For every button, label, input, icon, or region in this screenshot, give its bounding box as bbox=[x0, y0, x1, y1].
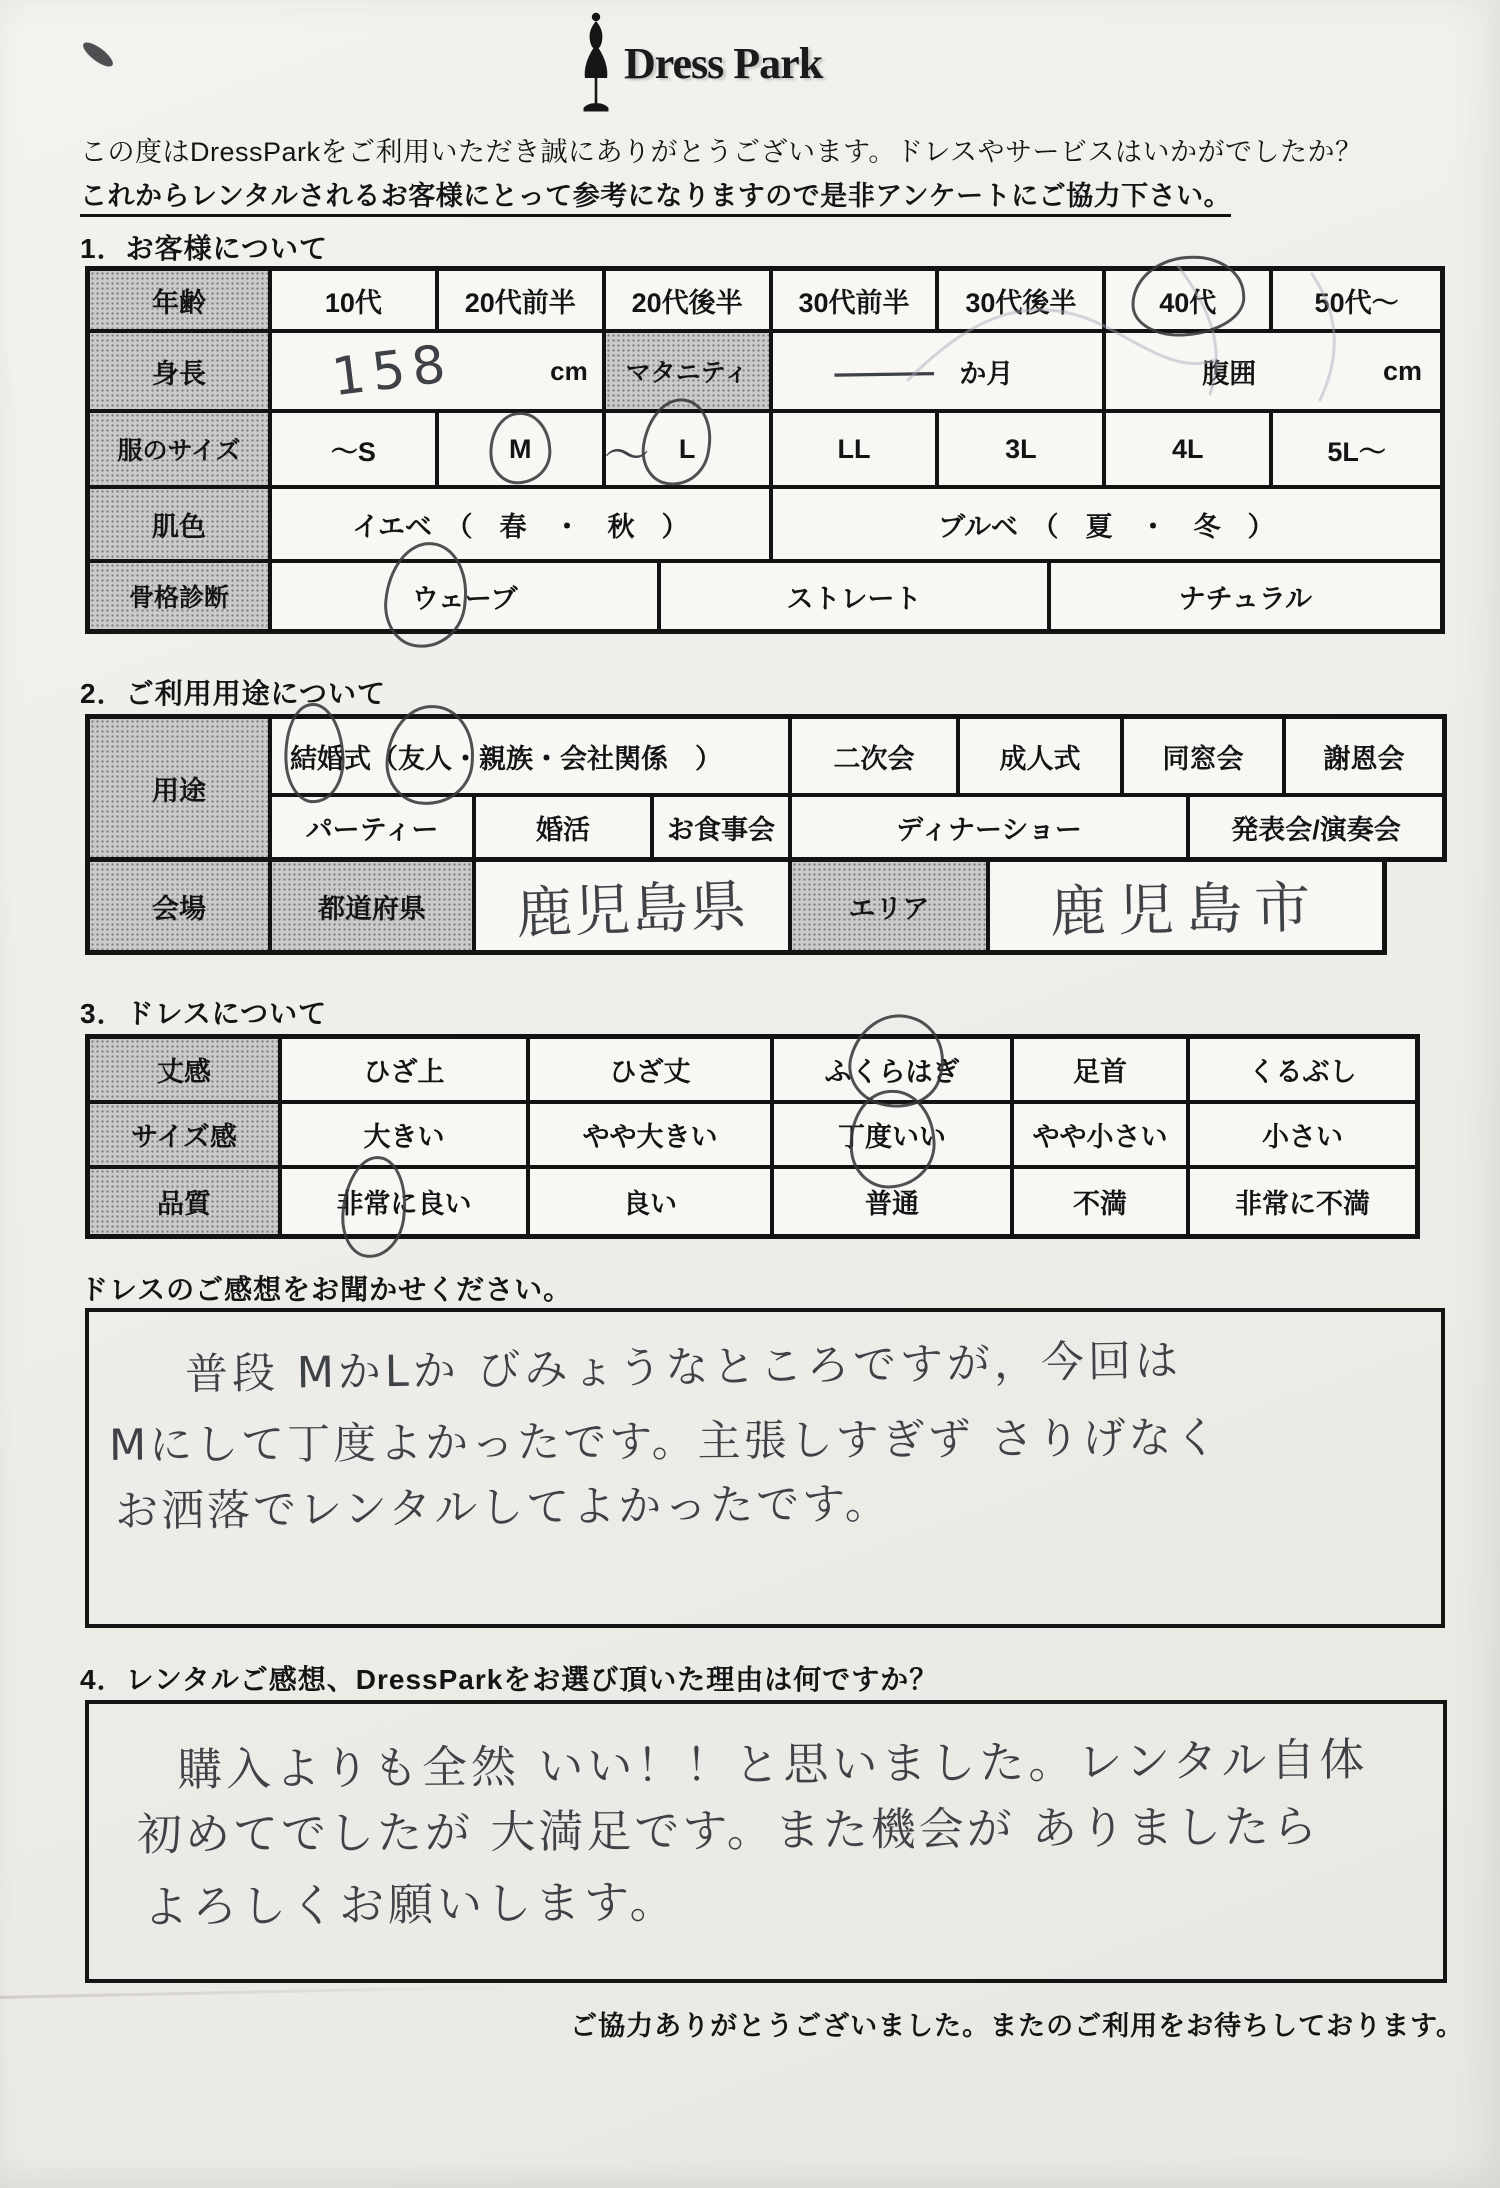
footer-thanks: ご協力ありがとうございました。またのご利用をお待ちしております。 bbox=[570, 2011, 1464, 2041]
frame-option-natural: ナチュラル bbox=[1051, 563, 1440, 629]
dress-comment-heading: ドレスのご感想をお聞かせください。 bbox=[80, 1274, 573, 1305]
age-option-40s bbox=[1106, 271, 1273, 333]
purpose-option-matchmaking: 婚活 bbox=[476, 797, 654, 857]
length-option-calf bbox=[774, 1039, 1014, 1104]
handwritten-reason-line-1: 購入よりも全然 いい！！と思いました。レンタル自体 bbox=[176, 1732, 1369, 1797]
size-option-m-label: M bbox=[509, 433, 532, 464]
frame-label: 骨格診断 bbox=[90, 563, 272, 629]
waist-unit: cm bbox=[1382, 355, 1422, 386]
fit-option-just-right bbox=[774, 1104, 1014, 1169]
section1-heading: 1．お客様について bbox=[80, 233, 329, 264]
handwritten-comment-line-1: 普段 MかLか びみょうなところですが，今回は bbox=[184, 1336, 1183, 1400]
fit-label: サイズ感 bbox=[90, 1104, 282, 1169]
length-option-ankle: 足首 bbox=[1014, 1039, 1190, 1104]
purpose-option-thanks-party: 謝恩会 bbox=[1286, 719, 1442, 793]
size-option-5l: 5L～ bbox=[1273, 413, 1440, 489]
prefecture-value-cell bbox=[476, 862, 792, 950]
size-option-3l: 3L bbox=[939, 413, 1106, 489]
age-option-50s: 50代～ bbox=[1273, 271, 1440, 333]
purpose-option-wedding bbox=[272, 719, 792, 793]
purpose-option-afterparty: 二次会 bbox=[792, 719, 960, 793]
area-value-cell bbox=[990, 862, 1382, 950]
brand-name: Dress Park bbox=[624, 39, 823, 88]
venue-label: 会場 bbox=[90, 862, 272, 950]
section3-heading: 3．ドレスについて bbox=[80, 998, 328, 1029]
purpose-option-coming-of-age: 成人式 bbox=[960, 719, 1124, 793]
section4-heading: 4．レンタルご感想、DressParkをお選び頂いた理由は何ですか？ bbox=[80, 1664, 939, 1695]
fit-option-small: 小さい bbox=[1190, 1104, 1415, 1169]
rental-reason-box bbox=[85, 1700, 1447, 1983]
waist-label: 腹囲 bbox=[1202, 358, 1257, 389]
size-option-ll: LL bbox=[773, 413, 940, 489]
size-option-m bbox=[439, 413, 650, 489]
maternity-months-cell bbox=[773, 333, 1107, 413]
purpose-option-dinner-party: お食事会 bbox=[654, 797, 792, 857]
length-option-calf-label: ふくらはぎ bbox=[824, 1057, 960, 1087]
age-option-20s-late: 20代後半 bbox=[606, 271, 773, 333]
handwritten-area-value: 鹿児島市 bbox=[1049, 875, 1323, 946]
height-value-cell bbox=[272, 333, 606, 413]
skin-option-warm: イエベ （ 春 ・ 秋 ） bbox=[272, 489, 773, 563]
handwritten-height-value: 158 bbox=[328, 333, 456, 409]
skin-option-cool: ブルベ （ 夏 ・ 冬 ） bbox=[773, 489, 1440, 563]
purpose-label: 用途 bbox=[90, 719, 272, 857]
handwritten-comment-line-2: Mにして丁度よかったです。主張しすぎず さりげなく bbox=[108, 1413, 1221, 1471]
purpose-option-wedding-label: 結婚式（友人・親族・会社関係 ） bbox=[290, 743, 722, 774]
length-label: 丈感 bbox=[90, 1039, 282, 1104]
quality-option-excellent-label: 非常に良い bbox=[336, 1189, 472, 1219]
age-option-10s: 10代 bbox=[272, 271, 439, 333]
customer-info-table bbox=[85, 266, 1445, 634]
brand-logo bbox=[578, 12, 822, 116]
age-option-20s-early: 20代前半 bbox=[439, 271, 606, 333]
length-option-above-knee: ひざ上 bbox=[282, 1039, 530, 1104]
handwritten-comment-line-3: お洒落でレンタルしてよかったです。 bbox=[114, 1478, 892, 1538]
purpose-option-reunion: 同窓会 bbox=[1124, 719, 1286, 793]
handwritten-prefecture-value: 鹿児島県 bbox=[515, 873, 750, 948]
age-label: 年齢 bbox=[90, 271, 272, 333]
length-option-anklebone: くるぶし bbox=[1190, 1039, 1415, 1104]
intro-line-1: この度はDressParkをご利用いただき誠にありがとうございます。ドレスやサービスはいかがでしたか？ bbox=[80, 137, 1363, 167]
clothing-size-label: 服のサイズ bbox=[90, 413, 272, 489]
quality-option-good: 良い bbox=[530, 1169, 774, 1234]
waist-cell bbox=[1106, 333, 1440, 413]
handwritten-months-dash: — bbox=[826, 343, 942, 399]
size-option-l-label: L bbox=[678, 433, 696, 464]
section2-heading: 2．ご利用用途について bbox=[80, 678, 387, 709]
dress-form-icon bbox=[578, 12, 614, 116]
size-option-4l: 4L bbox=[1106, 413, 1273, 489]
handwritten-reason-line-3: よろしくお願いします。 bbox=[142, 1875, 679, 1934]
size-option-s: ～S bbox=[272, 413, 439, 489]
fit-option-slightly-large: やや大きい bbox=[530, 1104, 774, 1169]
age-option-40s-label: 40代 bbox=[1159, 287, 1217, 318]
quality-option-excellent bbox=[282, 1169, 530, 1234]
quality-option-dissatisfied: 不満 bbox=[1014, 1169, 1190, 1234]
usage-table-venue-row bbox=[85, 862, 1387, 955]
quality-option-normal: 普通 bbox=[774, 1169, 1014, 1234]
handwritten-reason-line-2: 初めてでしたが 大満足です。また機会が ありましたら bbox=[136, 1799, 1321, 1862]
frame-option-straight: ストレート bbox=[661, 563, 1050, 629]
paper-crease bbox=[0, 1984, 560, 1999]
length-option-knee: ひざ丈 bbox=[530, 1039, 774, 1104]
area-label: エリア bbox=[792, 862, 990, 950]
skin-label: 肌色 bbox=[90, 489, 272, 563]
prefecture-label: 都道府県 bbox=[272, 862, 476, 950]
height-unit: cm bbox=[550, 355, 588, 386]
dress-comment-box bbox=[85, 1308, 1445, 1628]
quality-label: 品質 bbox=[90, 1169, 282, 1234]
purpose-option-recital: 発表会/演奏会 bbox=[1190, 797, 1442, 857]
purpose-option-party: パーティー bbox=[272, 797, 476, 857]
fit-option-just-right-label: 丁度いい bbox=[838, 1122, 946, 1152]
age-option-30s-early: 30代前半 bbox=[773, 271, 940, 333]
fit-option-slightly-small: やや小さい bbox=[1014, 1104, 1190, 1169]
intro-line-2: これからレンタルされるお客様にとって参考になりますので是非アンケートにご協力下さい。 bbox=[80, 181, 1231, 217]
dress-table bbox=[85, 1034, 1420, 1239]
frame-option-wave-label: ウェーブ bbox=[411, 583, 518, 614]
purpose-option-dinner-show: ディナーショー bbox=[792, 797, 1190, 857]
fit-option-large: 大きい bbox=[282, 1104, 530, 1169]
frame-option-wave bbox=[272, 563, 661, 629]
handwritten-tilde: 〜 bbox=[603, 428, 650, 482]
scan-smudge bbox=[80, 38, 117, 70]
age-option-30s-late: 30代後半 bbox=[939, 271, 1106, 333]
maternity-label: マタニティ bbox=[606, 333, 773, 413]
height-label: 身長 bbox=[90, 333, 272, 413]
months-label: か月 bbox=[959, 358, 1014, 389]
usage-table-top bbox=[85, 714, 1447, 862]
quality-option-very-dissatisfied: 非常に不満 bbox=[1190, 1169, 1415, 1234]
